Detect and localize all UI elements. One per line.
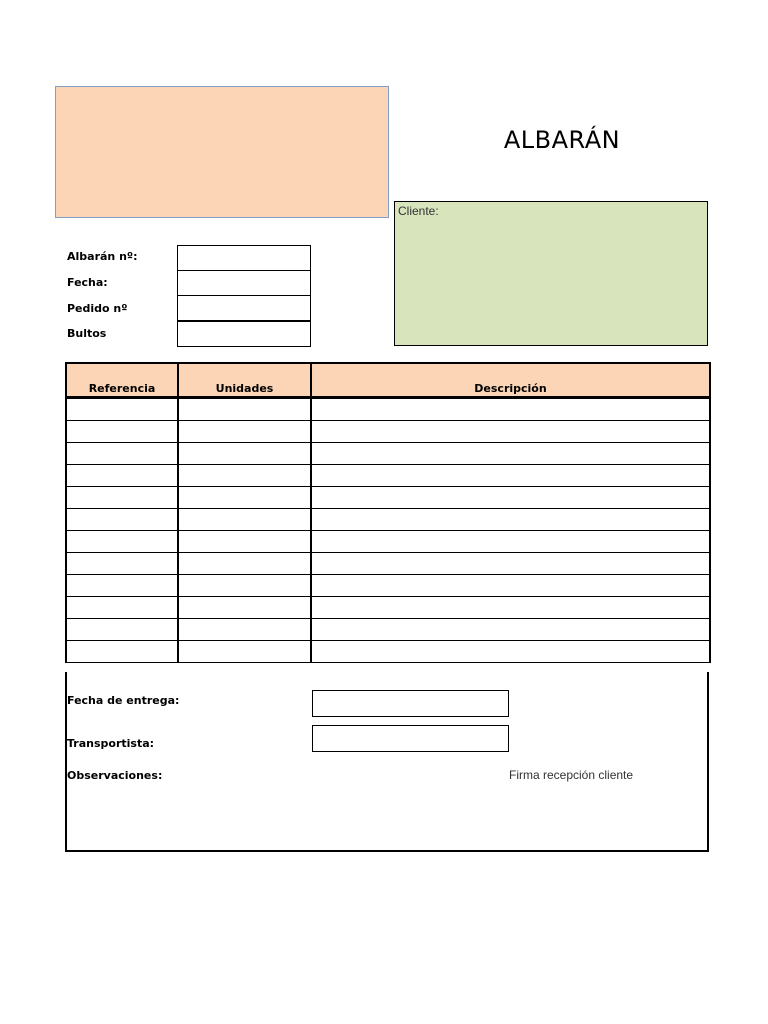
table-header-row [66, 363, 710, 398]
unidades-cell[interactable] [178, 398, 311, 421]
descripcion-cell[interactable] [311, 465, 710, 487]
table-row [66, 641, 710, 663]
albaran-number-label: Albarán nº: [67, 250, 138, 263]
descripcion-cell[interactable] [311, 398, 710, 421]
referencia-cell[interactable] [66, 575, 178, 597]
fecha-field[interactable] [177, 270, 311, 296]
unidades-cell[interactable] [178, 421, 311, 443]
transportista-field[interactable] [312, 725, 509, 752]
descripcion-cell[interactable] [311, 619, 710, 641]
column-header-unidades: Unidades [178, 363, 311, 398]
table-row [66, 398, 710, 421]
referencia-cell[interactable] [66, 553, 178, 575]
table-row [66, 465, 710, 487]
referencia-cell[interactable] [66, 465, 178, 487]
unidades-cell[interactable] [178, 575, 311, 597]
referencia-cell[interactable] [66, 597, 178, 619]
descripcion-cell[interactable] [311, 641, 710, 663]
items-body [66, 398, 710, 663]
items-table [65, 362, 711, 663]
logo-placeholder [55, 86, 389, 218]
table-row [66, 443, 710, 465]
unidades-cell[interactable] [178, 641, 311, 663]
referencia-cell[interactable] [66, 619, 178, 641]
delivery-footer [65, 672, 709, 852]
table-row [66, 553, 710, 575]
descripcion-cell[interactable] [311, 553, 710, 575]
unidades-cell[interactable] [178, 619, 311, 641]
unidades-cell[interactable] [178, 465, 311, 487]
bultos-field[interactable] [177, 321, 311, 347]
table-row [66, 619, 710, 641]
table-row [66, 487, 710, 509]
descripcion-cell[interactable] [311, 421, 710, 443]
descripcion-cell[interactable] [311, 509, 710, 531]
column-header-descripcion: Descripción [311, 363, 710, 398]
unidades-cell[interactable] [178, 531, 311, 553]
referencia-cell[interactable] [66, 443, 178, 465]
referencia-cell[interactable] [66, 509, 178, 531]
observaciones-label: Observaciones: [67, 769, 163, 782]
cliente-label: Cliente: [398, 204, 439, 218]
firma-recepcion-label: Firma recepción cliente [509, 768, 634, 782]
descripcion-cell[interactable] [311, 575, 710, 597]
table-row [66, 575, 710, 597]
referencia-cell[interactable] [66, 531, 178, 553]
table-row [66, 531, 710, 553]
referencia-cell[interactable] [66, 641, 178, 663]
referencia-cell[interactable] [66, 487, 178, 509]
referencia-cell[interactable] [66, 398, 178, 421]
fecha-entrega-label: Fecha de entrega: [67, 694, 180, 707]
unidades-cell[interactable] [178, 487, 311, 509]
pedido-field[interactable] [177, 295, 311, 321]
referencia-cell[interactable] [66, 421, 178, 443]
fecha-label: Fecha: [67, 276, 108, 289]
albaran-number-field[interactable] [177, 245, 311, 271]
unidades-cell[interactable] [178, 553, 311, 575]
column-header-referencia: Referencia [66, 363, 178, 398]
descripcion-cell[interactable] [311, 531, 710, 553]
unidades-cell[interactable] [178, 597, 311, 619]
document-title: ALBARÁN [503, 126, 621, 154]
table-row [66, 509, 710, 531]
unidades-cell[interactable] [178, 443, 311, 465]
table-row [66, 421, 710, 443]
pedido-label: Pedido nº [67, 302, 128, 315]
descripcion-cell[interactable] [311, 597, 710, 619]
descripcion-cell[interactable] [311, 487, 710, 509]
cliente-box[interactable] [394, 201, 708, 346]
unidades-cell[interactable] [178, 509, 311, 531]
transportista-label: Transportista: [67, 737, 155, 750]
descripcion-cell[interactable] [311, 443, 710, 465]
bultos-label: Bultos [67, 327, 107, 340]
fecha-entrega-field[interactable] [312, 690, 509, 717]
table-row [66, 597, 710, 619]
